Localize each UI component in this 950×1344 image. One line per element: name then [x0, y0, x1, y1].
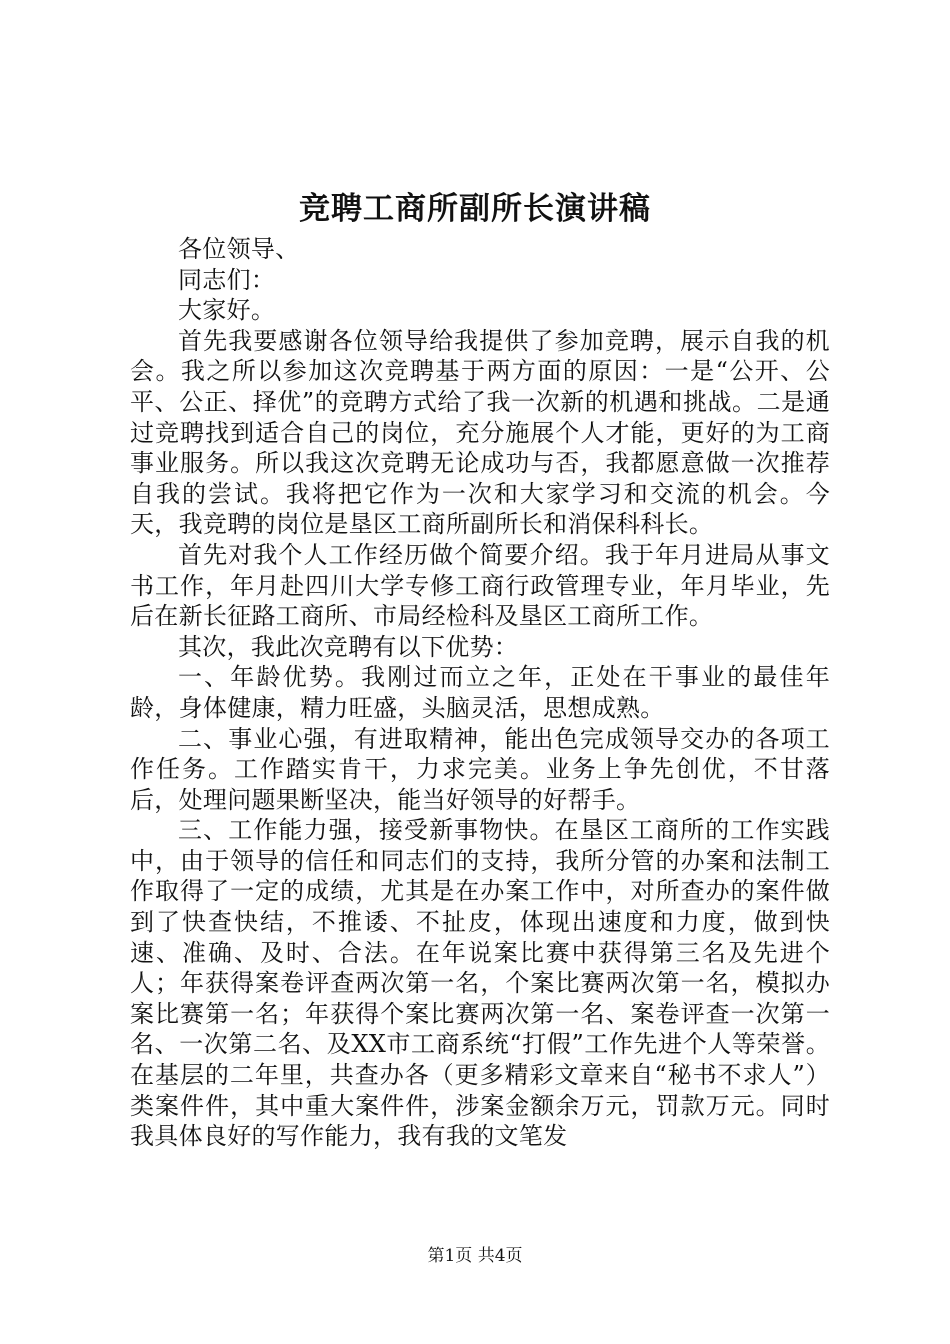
paragraph-advantage-3: 三、工作能力强，接受新事物快。在垦区工商所的工作实践中，由于领导的信任和同志们的支持，我所分管的办案和法制工作取得了一定的成绩，尤其是在办案工作中，对所查办的案件做到了快查快结，不推诿、不扯皮，体现出速度和力度，做到快速、准确、及时、合法。在年说案比赛中获得第三名及先进个人；年获得案卷评查两次第一名，个案比赛两次第一名，模拟办案比赛第一名；年获得个案比赛两次第一名、案卷评查一次第一名、一次第二名、及XX市工商系统“打假”工作先进个人等荣誉。在基层的二年里，共查办各（更多精彩文章来自“秘书不求人”）类案件件，其中重大案件件，涉案金额余万元，罚款万元。同时我具体良好的写作能力，我有我的文笔发	[130, 816, 830, 1151]
paragraph-intro: 首先我要感谢各位领导给我提供了参加竞聘，展示自我的机会。我之所以参加这次竞聘基于两方面的原因：一是“公开、公平、公正、择优”的竞聘方式给了我一次新的机遇和挑战。二是通过竞聘找到适合自己的岗位，充分施展个人才能，更好的为工商事业服务。所以我这次竞聘无论成功与否，我都愿意做一次推荐自我的尝试。我将把它作为一次和大家学习和交流的机会。今天，我竞聘的岗位是垦区工商所副所长和消保科科长。	[130, 326, 830, 539]
paragraph-advantages-heading: 其次，我此次竞聘有以下优势：	[178, 632, 519, 661]
document-body	[130, 234, 830, 1152]
salutation-comrades: 同志们：	[178, 265, 276, 294]
salutation-leaders: 各位领导、	[178, 235, 300, 263]
page-footer: 第1页 共4页	[427, 1246, 523, 1266]
paragraph-experience: 首先对我个人工作经历做个简要介绍。我于年月进局从事文书工作，年月赴四川大学专修工商行政管理专业，年月毕业，先后在新长征路工商所、市局经检科及垦区工商所工作。	[130, 540, 830, 631]
document-title: 竞聘工商所副所长演讲稿	[299, 191, 651, 227]
greeting: 大家好。	[178, 296, 276, 325]
paragraph-advantage-2: 二、事业心强，有进取精神，能出色完成领导交办的各项工作任务。工作踏实肯干，力求完美。业务上争先创优，不甘落后，处理问题果断坚决，能当好领导的好帮手。	[130, 724, 830, 814]
paragraph-advantage-1: 一、年龄优势。我刚过而立之年，正处在干事业的最佳年龄，身体健康，精力旺盛，头脑灵活，思想成熟。	[130, 663, 830, 722]
